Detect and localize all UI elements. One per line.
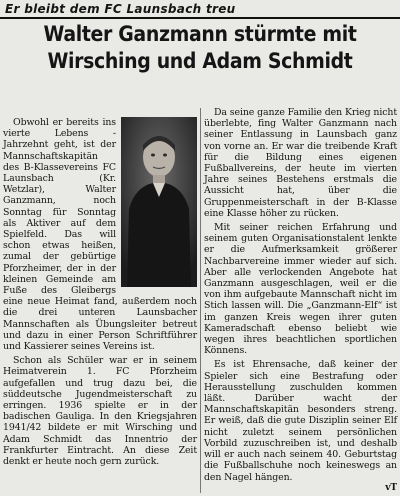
kicker-line: Er bleibt dem FC Launsbach treu [5, 2, 236, 16]
headline [24, 21, 376, 75]
left-paragraph-1: Obwohl er bereits ins vierte Lebens - Jahrzehnt geht, ist der Mannschaftskapitän des B-Klassevereins FC Launsbach (Kr. Wetzlar), Walter Ganzmann, noch Sonntag für Sonntag als Aktiver auf dem Spielfeld. Das will schon etwas heißen, zumal der gebürtige Pforzheimer, der in der kleinen Gemeinde am Fuße des Gleibergs eine neue Heimat fand, außerdem noch die drei unteren Launsbacher Mannschaften als Übungsleiter betreut und dazu in einer Person Schriftführer und Kassierer seines Vereins ist. [3, 117, 197, 353]
headline-line-1: Walter Ganzmann stürmte mit [43, 22, 357, 47]
player-portrait-image [121, 117, 197, 287]
right-paragraph-3: Es ist Ehrensache, daß keiner der Spieler sich eine Bestrafung oder Herausstellung zuschulden kommen läßt. Darüber wacht der Mannschaftskapitän besonders streng. Er weiß, daß die gute Disziplin seiner Elf nicht zuletzt seinem persönlichen Vorbild zuzuschreiben ist, und deshalb will er auch nach seinem 40. Geburtstag die Fußballschuhe noch keineswegs an den Nagel hängen. [204, 359, 397, 483]
kicker-rule [0, 17, 400, 19]
headline-line-2: Wirsching und Adam Schmidt [47, 49, 353, 74]
author-signature: vT [385, 482, 397, 493]
right-paragraph-1: Da seine ganze Familie den Krieg nicht überlebte, fing Walter Ganzmann nach seiner Entlassung in Launsbach ganz von vorne an. Er war die treibende Kraft für die Bildung eines eigenen Fußballvereins, der heute im vierten Jahre seines Bestehens erstmals die Aussicht hat, über die Gruppenmeisterschaft in der B-Klasse eine Klasse höher zu rücken. [204, 107, 397, 219]
article-left-column [3, 117, 197, 467]
right-paragraph-2: Mit seiner reichen Erfahrung und seinem guten Organisationstalent lenkte er die Aufmerksamkeit größerer Nachbarvereine immer wieder auf sich. Aber alle verlockenden Angebote hat Ganzmann ausgeschlagen, weil er die von ihm aufgebaute Mannschaft nicht im Stich lassen will. Die „Ganzmann-Elf“ ist im ganzen Kreis wegen ihrer guten Kameradschaft ebenso beliebt wie wegen ihres beachtlichen sportlichen Könnens. [204, 222, 397, 357]
player-photo [121, 117, 197, 287]
article-right-column [204, 107, 397, 494]
left-paragraph-2: Schon als Schüler war er in seinem Heimatverein 1. FC Pforzheim aufgefallen und trug dazu bei, die süddeutsche Jugendmeisterschaft zu erringen. 1936 spielte er in der badischen Gauliga. In den Kriegsjahren 1941/42 bildete er mit Wirsching und Adam Schmidt das Innentrio der Frankfurter Eintracht. An diese Zeit denkt er heute noch gern zurück. [3, 355, 197, 468]
column-divider [200, 108, 201, 493]
